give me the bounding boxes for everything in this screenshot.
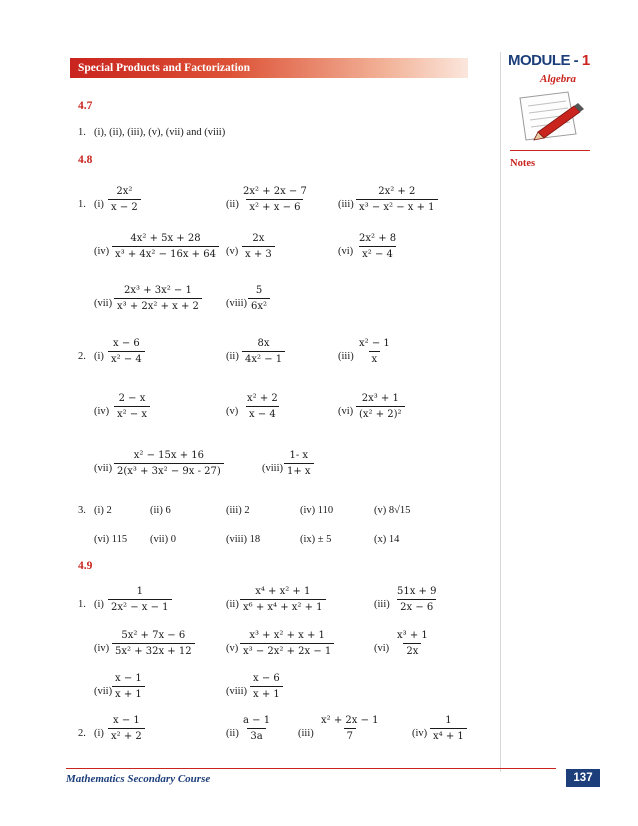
course-title: Mathematics Secondary Course — [66, 773, 211, 785]
fraction — [112, 629, 195, 658]
denominator: x² − 4 — [108, 351, 145, 366]
fraction — [242, 232, 275, 261]
numerator: x² − 15x + 16 — [133, 450, 204, 461]
numerator: x² + 2 — [247, 393, 278, 404]
fraction — [394, 585, 439, 614]
denominator: x − 2 — [108, 199, 141, 214]
item-label: (v) — [226, 643, 239, 654]
denominator: 4x² − 1 — [242, 351, 285, 366]
answer-item: (ii) 6 — [150, 505, 171, 516]
fraction — [108, 585, 172, 614]
numerator: 2x³ + 3x² − 1 — [124, 285, 192, 296]
denominator: 5x² + 32x + 12 — [112, 643, 195, 658]
numerator: x³ + x² + x + 1 — [249, 630, 325, 641]
item-label: (iii) — [338, 351, 354, 362]
numerator: 5x² + 7x − 6 — [121, 630, 186, 641]
denominator: x⁶ + x⁴ + x² + 1 — [240, 599, 326, 614]
module-label — [508, 52, 590, 69]
denominator: x⁴ + 1 — [430, 728, 467, 743]
answer-item: (ix) ± 5 — [300, 534, 332, 545]
module-text: MODULE - — [508, 52, 582, 69]
numerator: x² + 2x − 1 — [321, 715, 379, 726]
fraction — [108, 714, 145, 743]
denominator: x² + x − 6 — [246, 199, 303, 214]
answer-item: (vi) 115 — [94, 534, 128, 545]
numerator: x⁴ + x² + 1 — [255, 586, 311, 597]
numerator: 2x³ + 1 — [361, 393, 399, 404]
denominator: 6x² — [248, 298, 270, 313]
item-label: (vi) — [374, 643, 390, 654]
module-number: 1 — [581, 52, 590, 69]
section-heading-4-8: 4.8 — [78, 154, 93, 166]
numerator: 1- x — [289, 450, 309, 461]
notes-rule — [510, 150, 590, 151]
denominator: x + 1 — [250, 686, 283, 701]
numerator: x − 6 — [253, 673, 280, 684]
item-label: (i) — [94, 199, 104, 210]
answer-item: (x) 14 — [374, 534, 400, 545]
denominator: x³ − 2x² + 2x − 1 — [240, 643, 334, 658]
fraction — [394, 629, 431, 658]
denominator: x + 1 — [112, 686, 145, 701]
numerator: a − 1 — [243, 715, 271, 726]
numerator: 2x² + 2 — [378, 186, 416, 197]
numerator: 2x² + 8 — [359, 233, 397, 244]
q-number: 1. — [78, 127, 86, 138]
fraction — [356, 337, 393, 366]
denominator: x − 4 — [246, 406, 279, 421]
item-label: (v) — [226, 246, 239, 257]
item-label: (iv) — [94, 246, 110, 257]
fraction — [108, 337, 145, 366]
item-label: (iii) — [338, 199, 354, 210]
q-number: 3. — [78, 505, 86, 516]
item-label: (viii) — [226, 298, 247, 309]
item-label: (vii) — [94, 686, 113, 697]
numerator: 51x + 9 — [397, 586, 437, 597]
notepad-pencil-icon — [512, 88, 588, 147]
denominator: 7 — [344, 728, 356, 743]
fraction — [240, 585, 326, 614]
item-label: (i) — [94, 599, 104, 610]
answer-item: (i) 2 — [94, 505, 112, 516]
fraction — [242, 337, 285, 366]
numerator: x − 1 — [113, 715, 140, 726]
item-label: (iv) — [412, 728, 428, 739]
denominator: 2x — [403, 643, 421, 658]
chapter-title: Special Products and Factorization — [78, 62, 250, 74]
item-label: (ii) — [226, 599, 239, 610]
denominator: 2x² − x − 1 — [108, 599, 172, 614]
denominator: x + 3 — [242, 246, 275, 261]
fraction — [284, 449, 314, 478]
fraction — [356, 185, 438, 214]
q-number: 2. — [78, 351, 86, 362]
denominator: 2x − 6 — [397, 599, 436, 614]
fraction — [114, 392, 150, 421]
item-label: (iv) — [94, 643, 110, 654]
fraction — [112, 232, 219, 261]
answer-item: (iv) 110 — [300, 505, 334, 516]
numerator: 5 — [255, 285, 263, 296]
numerator: 2x² + 2x − 7 — [243, 186, 307, 197]
denominator: x³ + 4x² − 16x + 64 — [112, 246, 219, 261]
fraction — [356, 392, 405, 421]
item-label: (ii) — [226, 351, 239, 362]
item-label: (ii) — [226, 728, 239, 739]
item-label: (iv) — [94, 406, 110, 417]
fraction — [114, 449, 224, 478]
item-label: (ii) — [226, 199, 239, 210]
numerator: x − 6 — [113, 338, 140, 349]
fraction — [240, 629, 334, 658]
answer-item: (vii) 0 — [150, 534, 176, 545]
denominator: 3a — [247, 728, 265, 743]
item-label: (iii) — [374, 599, 390, 610]
page-number: 137 — [566, 769, 600, 787]
fraction — [240, 714, 273, 743]
fraction — [430, 714, 467, 743]
numerator: x − 1 — [115, 673, 142, 684]
numerator: 2x — [252, 233, 265, 244]
q-number: 1. — [78, 599, 86, 610]
fraction — [248, 284, 270, 313]
fraction — [244, 392, 281, 421]
item-label: (v) — [226, 406, 239, 417]
margin-divider — [500, 52, 501, 772]
denominator: x — [369, 351, 381, 366]
item-label: (vii) — [94, 298, 113, 309]
numerator: 2 − x — [118, 393, 146, 404]
numerator: x² − 1 — [359, 338, 390, 349]
item-label: (i) — [94, 728, 104, 739]
denominator: 2(x³ + 3x² − 9x - 27) — [114, 463, 224, 478]
denominator: x³ + 2x² + x + 2 — [114, 298, 202, 313]
denominator: x³ − x² − x + 1 — [356, 199, 438, 214]
denominator: 1+ x — [284, 463, 314, 478]
fraction — [318, 714, 382, 743]
fraction — [240, 185, 310, 214]
fraction — [114, 284, 202, 313]
fraction — [250, 672, 283, 701]
answer-item: (v) 8√15 — [374, 505, 411, 516]
item-label: (vi) — [338, 246, 354, 257]
numerator: 8x — [257, 338, 270, 349]
denominator: (x² + 2)² — [356, 406, 405, 421]
subject-label: Algebra — [540, 73, 577, 85]
numerator: 1 — [136, 586, 143, 597]
item-label: (viii) — [262, 463, 283, 474]
footer-rule — [66, 768, 556, 769]
q-number: 1. — [78, 199, 86, 210]
denominator: x² − 4 — [359, 246, 396, 261]
denominator: x² + 2 — [108, 728, 145, 743]
item-label: (vii) — [94, 463, 113, 474]
item-label: (i) — [94, 351, 104, 362]
numerator: 2x² — [116, 186, 133, 197]
item-label: (iii) — [298, 728, 314, 739]
fraction — [356, 232, 399, 261]
notes-label: Notes — [510, 158, 536, 169]
answer-item: (iii) 2 — [226, 505, 250, 516]
fraction — [108, 185, 141, 214]
answer-item: (viii) 18 — [226, 534, 261, 545]
numerator: 1 — [445, 715, 452, 726]
item-label: (vi) — [338, 406, 354, 417]
denominator: x² − x — [114, 406, 150, 421]
section-heading-4-7: 4.7 — [78, 100, 93, 112]
q-number: 2. — [78, 728, 86, 739]
item-label: (viii) — [226, 686, 247, 697]
numerator: 4x² + 5x + 28 — [130, 233, 201, 244]
answer-text: (i), (ii), (iii), (v), (vii) and (viii) — [94, 127, 226, 138]
fraction — [112, 672, 145, 701]
section-heading-4-9: 4.9 — [78, 560, 93, 572]
numerator: x³ + 1 — [397, 630, 428, 641]
